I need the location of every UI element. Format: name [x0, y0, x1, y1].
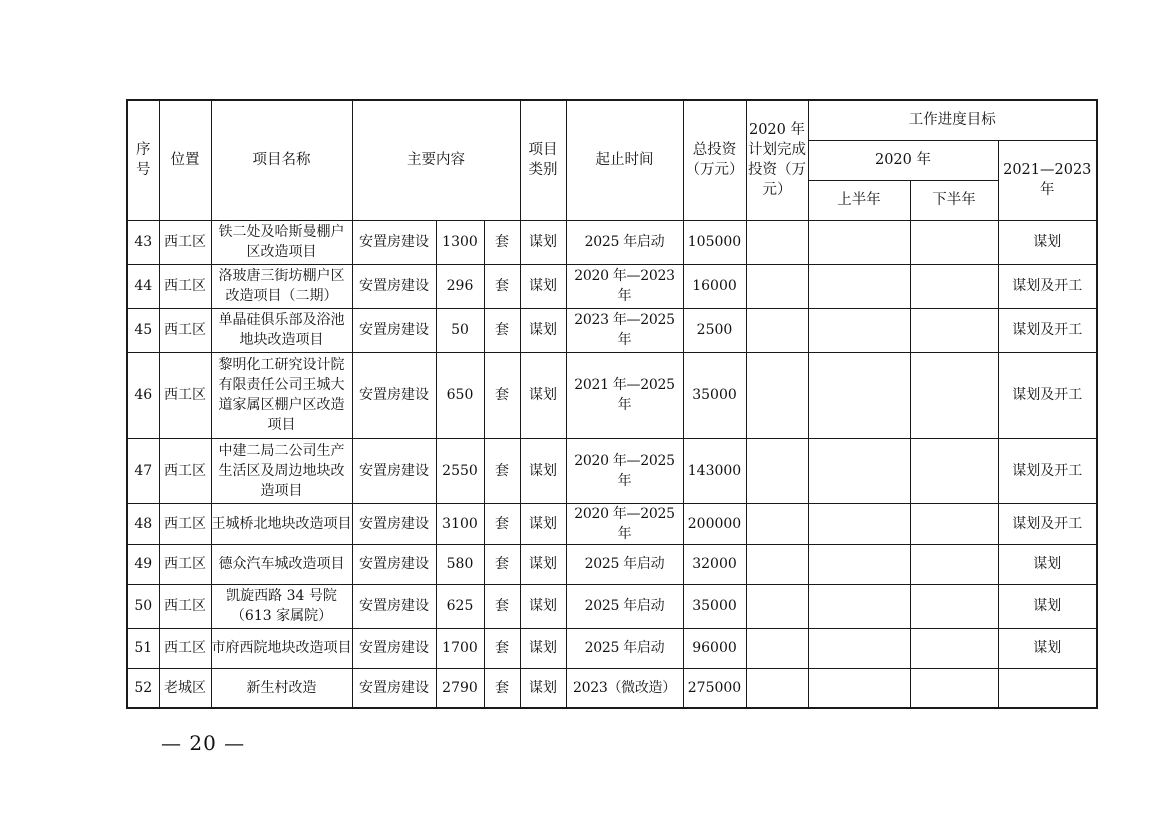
- cell-target: 谋划: [998, 628, 1097, 668]
- header-project-type: 项目类别: [520, 100, 566, 220]
- table-row: [127, 352, 1097, 438]
- header-2021-2023: 2021—2023 年: [998, 140, 1097, 220]
- cell-project-name: 市府西院地块改造项目: [211, 628, 352, 668]
- cell-second-half: [910, 438, 998, 503]
- cell-quantity: 625: [436, 584, 484, 628]
- cell-seq: 49: [127, 544, 159, 584]
- cell-project-name: 凯旋西路 34 号院（613 家属院）: [211, 584, 352, 628]
- cell-period: 2023（微改造）: [566, 668, 683, 708]
- cell-invest-2020: [746, 503, 808, 544]
- cell-period: 2025 年启动: [566, 544, 683, 584]
- cell-seq: 43: [127, 220, 159, 264]
- cell-project-name: 黎明化工研究设计院有限责任公司王城大道家属区棚户区改造项目: [211, 352, 352, 438]
- header-progress-target: 工作进度目标: [808, 100, 1097, 140]
- cell-invest-2020: [746, 584, 808, 628]
- cell-first-half: [808, 544, 910, 584]
- table-row: [127, 308, 1097, 352]
- cell-type: 谋划: [520, 308, 566, 352]
- cell-project-name: 新生村改造: [211, 668, 352, 708]
- cell-first-half: [808, 628, 910, 668]
- cell-target: 谋划及开工: [998, 438, 1097, 503]
- cell-project-name: 德众汽车城改造项目: [211, 544, 352, 584]
- cell-invest-2020: [746, 264, 808, 308]
- cell-project-name: 铁二处及哈斯曼棚户区改造项目: [211, 220, 352, 264]
- cell-content: 安置房建设: [352, 544, 436, 584]
- cell-target: 谋划: [998, 220, 1097, 264]
- cell-project-name: 洛玻唐三街坊棚户区改造项目（二期）: [211, 264, 352, 308]
- cell-target: 谋划及开工: [998, 308, 1097, 352]
- table-row: [127, 438, 1097, 503]
- cell-type: 谋划: [520, 668, 566, 708]
- cell-total: 275000: [683, 668, 746, 708]
- cell-invest-2020: [746, 668, 808, 708]
- cell-content: 安置房建设: [352, 628, 436, 668]
- cell-seq: 52: [127, 668, 159, 708]
- cell-second-half: [910, 264, 998, 308]
- cell-total: 32000: [683, 544, 746, 584]
- cell-unit: 套: [484, 584, 520, 628]
- cell-seq: 48: [127, 503, 159, 544]
- cell-second-half: [910, 584, 998, 628]
- cell-location: 西工区: [159, 584, 211, 628]
- cell-period: 2025 年启动: [566, 628, 683, 668]
- table-row: [127, 220, 1097, 264]
- cell-location: 西工区: [159, 628, 211, 668]
- cell-first-half: [808, 220, 910, 264]
- cell-type: 谋划: [520, 628, 566, 668]
- cell-content: 安置房建设: [352, 668, 436, 708]
- cell-type: 谋划: [520, 438, 566, 503]
- cell-seq: 46: [127, 352, 159, 438]
- cell-second-half: [910, 308, 998, 352]
- cell-quantity: 50: [436, 308, 484, 352]
- header-seq: 序号: [127, 100, 159, 220]
- cell-period: 2025 年启动: [566, 584, 683, 628]
- cell-type: 谋划: [520, 220, 566, 264]
- project-table: [126, 99, 1098, 709]
- cell-total: 96000: [683, 628, 746, 668]
- cell-type: 谋划: [520, 264, 566, 308]
- cell-first-half: [808, 438, 910, 503]
- cell-total: 2500: [683, 308, 746, 352]
- cell-quantity: 1700: [436, 628, 484, 668]
- cell-unit: 套: [484, 544, 520, 584]
- cell-invest-2020: [746, 544, 808, 584]
- cell-period: 2025 年启动: [566, 220, 683, 264]
- cell-target: 谋划及开工: [998, 264, 1097, 308]
- cell-quantity: 580: [436, 544, 484, 584]
- cell-location: 西工区: [159, 220, 211, 264]
- cell-content: 安置房建设: [352, 584, 436, 628]
- header-invest-2020: 2020 年计划完成投资（万元）: [746, 100, 808, 220]
- header-location: 位置: [159, 100, 211, 220]
- cell-seq: 44: [127, 264, 159, 308]
- cell-invest-2020: [746, 352, 808, 438]
- cell-project-name: 单晶硅俱乐部及浴池地块改造项目: [211, 308, 352, 352]
- cell-content: 安置房建设: [352, 503, 436, 544]
- cell-quantity: 2790: [436, 668, 484, 708]
- cell-type: 谋划: [520, 584, 566, 628]
- cell-second-half: [910, 668, 998, 708]
- cell-location: 西工区: [159, 264, 211, 308]
- cell-location: 西工区: [159, 544, 211, 584]
- header-total-invest: 总投资（万元）: [683, 100, 746, 220]
- cell-project-name: 王城桥北地块改造项目: [211, 503, 352, 544]
- cell-invest-2020: [746, 438, 808, 503]
- cell-quantity: 1300: [436, 220, 484, 264]
- cell-location: 西工区: [159, 352, 211, 438]
- cell-second-half: [910, 352, 998, 438]
- cell-unit: 套: [484, 264, 520, 308]
- cell-content: 安置房建设: [352, 220, 436, 264]
- cell-period: 2020 年—2023 年: [566, 264, 683, 308]
- cell-location: 西工区: [159, 308, 211, 352]
- cell-first-half: [808, 503, 910, 544]
- cell-quantity: 296: [436, 264, 484, 308]
- page-number: — 20 —: [161, 731, 246, 755]
- cell-target: 谋划: [998, 544, 1097, 584]
- cell-content: 安置房建设: [352, 352, 436, 438]
- cell-target: 谋划及开工: [998, 503, 1097, 544]
- cell-total: 105000: [683, 220, 746, 264]
- header-second-half: 下半年: [910, 180, 998, 220]
- cell-unit: 套: [484, 220, 520, 264]
- cell-content: 安置房建设: [352, 308, 436, 352]
- cell-seq: 47: [127, 438, 159, 503]
- cell-location: 西工区: [159, 503, 211, 544]
- cell-total: 35000: [683, 352, 746, 438]
- header-first-half: 上半年: [808, 180, 910, 220]
- table-body: [127, 220, 1097, 708]
- cell-seq: 45: [127, 308, 159, 352]
- cell-total: 143000: [683, 438, 746, 503]
- header-project-name: 项目名称: [211, 100, 352, 220]
- cell-total: 200000: [683, 503, 746, 544]
- header-main-content: 主要内容: [352, 100, 520, 220]
- cell-first-half: [808, 584, 910, 628]
- cell-invest-2020: [746, 308, 808, 352]
- cell-target: 谋划: [998, 584, 1097, 628]
- cell-period: 2020 年—2025 年: [566, 438, 683, 503]
- table-row: [127, 584, 1097, 628]
- table-header: [127, 100, 1097, 220]
- cell-type: 谋划: [520, 544, 566, 584]
- cell-unit: 套: [484, 628, 520, 668]
- cell-invest-2020: [746, 220, 808, 264]
- cell-type: 谋划: [520, 352, 566, 438]
- cell-quantity: 2550: [436, 438, 484, 503]
- cell-total: 16000: [683, 264, 746, 308]
- cell-unit: 套: [484, 668, 520, 708]
- cell-unit: 套: [484, 438, 520, 503]
- cell-type: 谋划: [520, 503, 566, 544]
- cell-quantity: 3100: [436, 503, 484, 544]
- cell-seq: 50: [127, 584, 159, 628]
- cell-seq: 51: [127, 628, 159, 668]
- table-row: [127, 628, 1097, 668]
- cell-location: 老城区: [159, 668, 211, 708]
- cell-first-half: [808, 668, 910, 708]
- cell-second-half: [910, 544, 998, 584]
- cell-period: 2021 年—2025 年: [566, 352, 683, 438]
- cell-target: [998, 668, 1097, 708]
- cell-first-half: [808, 352, 910, 438]
- header-period: 起止时间: [566, 100, 683, 220]
- cell-unit: 套: [484, 352, 520, 438]
- cell-second-half: [910, 628, 998, 668]
- table-row: [127, 264, 1097, 308]
- cell-project-name: 中建二局二公司生产生活区及周边地块改造项目: [211, 438, 352, 503]
- cell-invest-2020: [746, 628, 808, 668]
- cell-unit: 套: [484, 308, 520, 352]
- cell-period: 2023 年—2025 年: [566, 308, 683, 352]
- table-row: [127, 503, 1097, 544]
- cell-first-half: [808, 264, 910, 308]
- cell-first-half: [808, 308, 910, 352]
- table-row: [127, 668, 1097, 708]
- cell-quantity: 650: [436, 352, 484, 438]
- cell-period: 2020 年—2025 年: [566, 503, 683, 544]
- cell-location: 西工区: [159, 438, 211, 503]
- cell-unit: 套: [484, 503, 520, 544]
- cell-second-half: [910, 503, 998, 544]
- cell-content: 安置房建设: [352, 264, 436, 308]
- cell-total: 35000: [683, 584, 746, 628]
- cell-content: 安置房建设: [352, 438, 436, 503]
- cell-second-half: [910, 220, 998, 264]
- cell-target: 谋划及开工: [998, 352, 1097, 438]
- table-row: [127, 544, 1097, 584]
- header-year-2020: 2020 年: [808, 140, 998, 180]
